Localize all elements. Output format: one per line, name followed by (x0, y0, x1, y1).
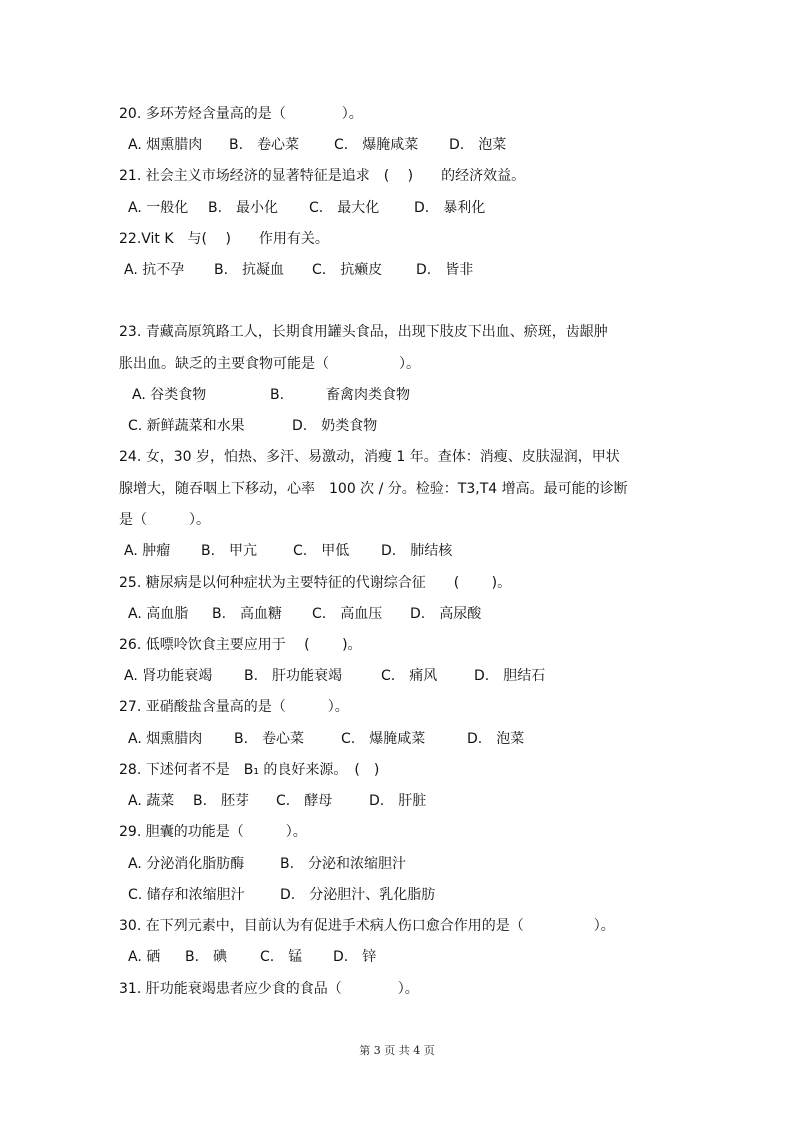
question-28-stem: 28. 下述何者不是 B₁ 的良好来源。 ( ) (119, 762, 380, 778)
question-24-stem-line1: 24. 女，30 岁，怕热、多汗、易激动，消瘦 1 年。查体：消瘦、皮肤湿润，甲状 (119, 449, 620, 465)
option-c: C. 高血压 (312, 606, 383, 622)
option-d: D. 胆结石 (474, 668, 546, 684)
option-c: C. 爆腌咸菜 (334, 137, 419, 153)
option-d: D. 奶类食物 (292, 418, 378, 434)
option-b: B. 胚芽 (193, 793, 250, 809)
option-a: A. 一般化 (128, 200, 189, 216)
question-24-stem-line3: 是（ ）。 (119, 512, 210, 528)
option-c: C. 新鲜蔬菜和水果 (128, 418, 245, 434)
question-23-stem-line2: 胀出血。缺乏的主要食物可能是（ ）。 (119, 356, 420, 372)
option-d: D. 泡菜 (467, 731, 525, 747)
option-a: A. 抗不孕 (124, 262, 185, 278)
option-b: B. 分泌和浓缩胆汁 (280, 856, 407, 872)
question-24-stem-line2: 腺增大，随吞咽上下移动，心率 100 次 / 分。检验：T3,T4 增高。最可能的诊断 (119, 481, 628, 497)
option-b: B. 高血糖 (212, 606, 283, 622)
question-30-stem: 30. 在下列元素中，目前认为有促进手术病人伤口愈合作用的是（ ）。 (119, 918, 615, 934)
option-a: A. 硒 (128, 949, 161, 965)
question-22-stem: 22.Vit K 与( ) 作用有关。 (119, 231, 329, 247)
option-b: B. 卷心菜 (229, 137, 300, 153)
option-b: B. 甲亢 (201, 543, 258, 559)
page-number-footer: 第 3 页 共 4 页 (359, 1044, 435, 1057)
option-a: A. 烟熏腊肉 (128, 731, 203, 747)
option-a: A. 高血脂 (128, 606, 189, 622)
option-b: B. 肝功能衰竭 (244, 668, 343, 684)
option-d: D. 分泌胆汁、乳化脂肪 (280, 887, 436, 903)
option-d: D. 泡菜 (449, 137, 507, 153)
question-31-stem: 31. 肝功能衰竭患者应少食的食品（ ）。 (119, 981, 419, 997)
option-a: A. 肾功能衰竭 (124, 668, 213, 684)
option-d: D. 皆非 (416, 262, 474, 278)
option-d: D. 高尿酸 (410, 606, 482, 622)
option-a: A. 分泌消化脂肪酶 (128, 856, 245, 872)
option-a: A. 谷类食物 (132, 387, 207, 403)
option-a: A. 肿瘤 (124, 543, 171, 559)
option-c: C. 锰 (260, 949, 303, 965)
question-25-stem: 25. 糖尿病是以何种症状为主要特征的代谢综合征 ( )。 (119, 575, 512, 591)
option-b: B. 碘 (185, 949, 228, 965)
option-d: D. 暴利化 (414, 200, 486, 216)
option-c: C. 抗癞皮 (312, 262, 383, 278)
option-b: B. 抗凝血 (214, 262, 285, 278)
option-a: A. 烟熏腊肉 (128, 137, 203, 153)
question-20-stem: 20. 多环芳烃含量高的是（ ）。 (119, 106, 363, 122)
question-26-stem: 26. 低嘌呤饮食主要应用于 ( )。 (119, 637, 362, 653)
option-c: C. 酵母 (276, 793, 333, 809)
option-a: A. 蔬菜 (128, 793, 175, 809)
option-c: C. 痛风 (381, 668, 438, 684)
question-29-stem: 29. 胆囊的功能是（ ）。 (119, 824, 307, 840)
option-b: B. 最小化 (208, 200, 279, 216)
option-d: D. 肺结核 (381, 543, 453, 559)
question-21-stem: 21. 社会主义市场经济的显著特征是追求 ( ) 的经济效益。 (119, 168, 526, 184)
option-b: B. 畜禽肉类食物 (270, 387, 411, 403)
option-c: C. 最大化 (309, 200, 380, 216)
option-c: C. 爆腌咸菜 (341, 731, 426, 747)
option-b: B. 卷心菜 (234, 731, 305, 747)
option-d: D. 肝脏 (369, 793, 427, 809)
question-27-stem: 27. 亚硝酸盐含量高的是（ ）。 (119, 699, 349, 715)
question-23-stem-line1: 23. 青藏高原筑路工人，长期食用罐头食品，出现下肢皮下出血、瘀斑，齿龈肿 (119, 324, 608, 340)
option-c: C. 甲低 (293, 543, 350, 559)
option-c: C. 储存和浓缩胆汁 (128, 887, 245, 903)
option-d: D. 锌 (333, 949, 377, 965)
